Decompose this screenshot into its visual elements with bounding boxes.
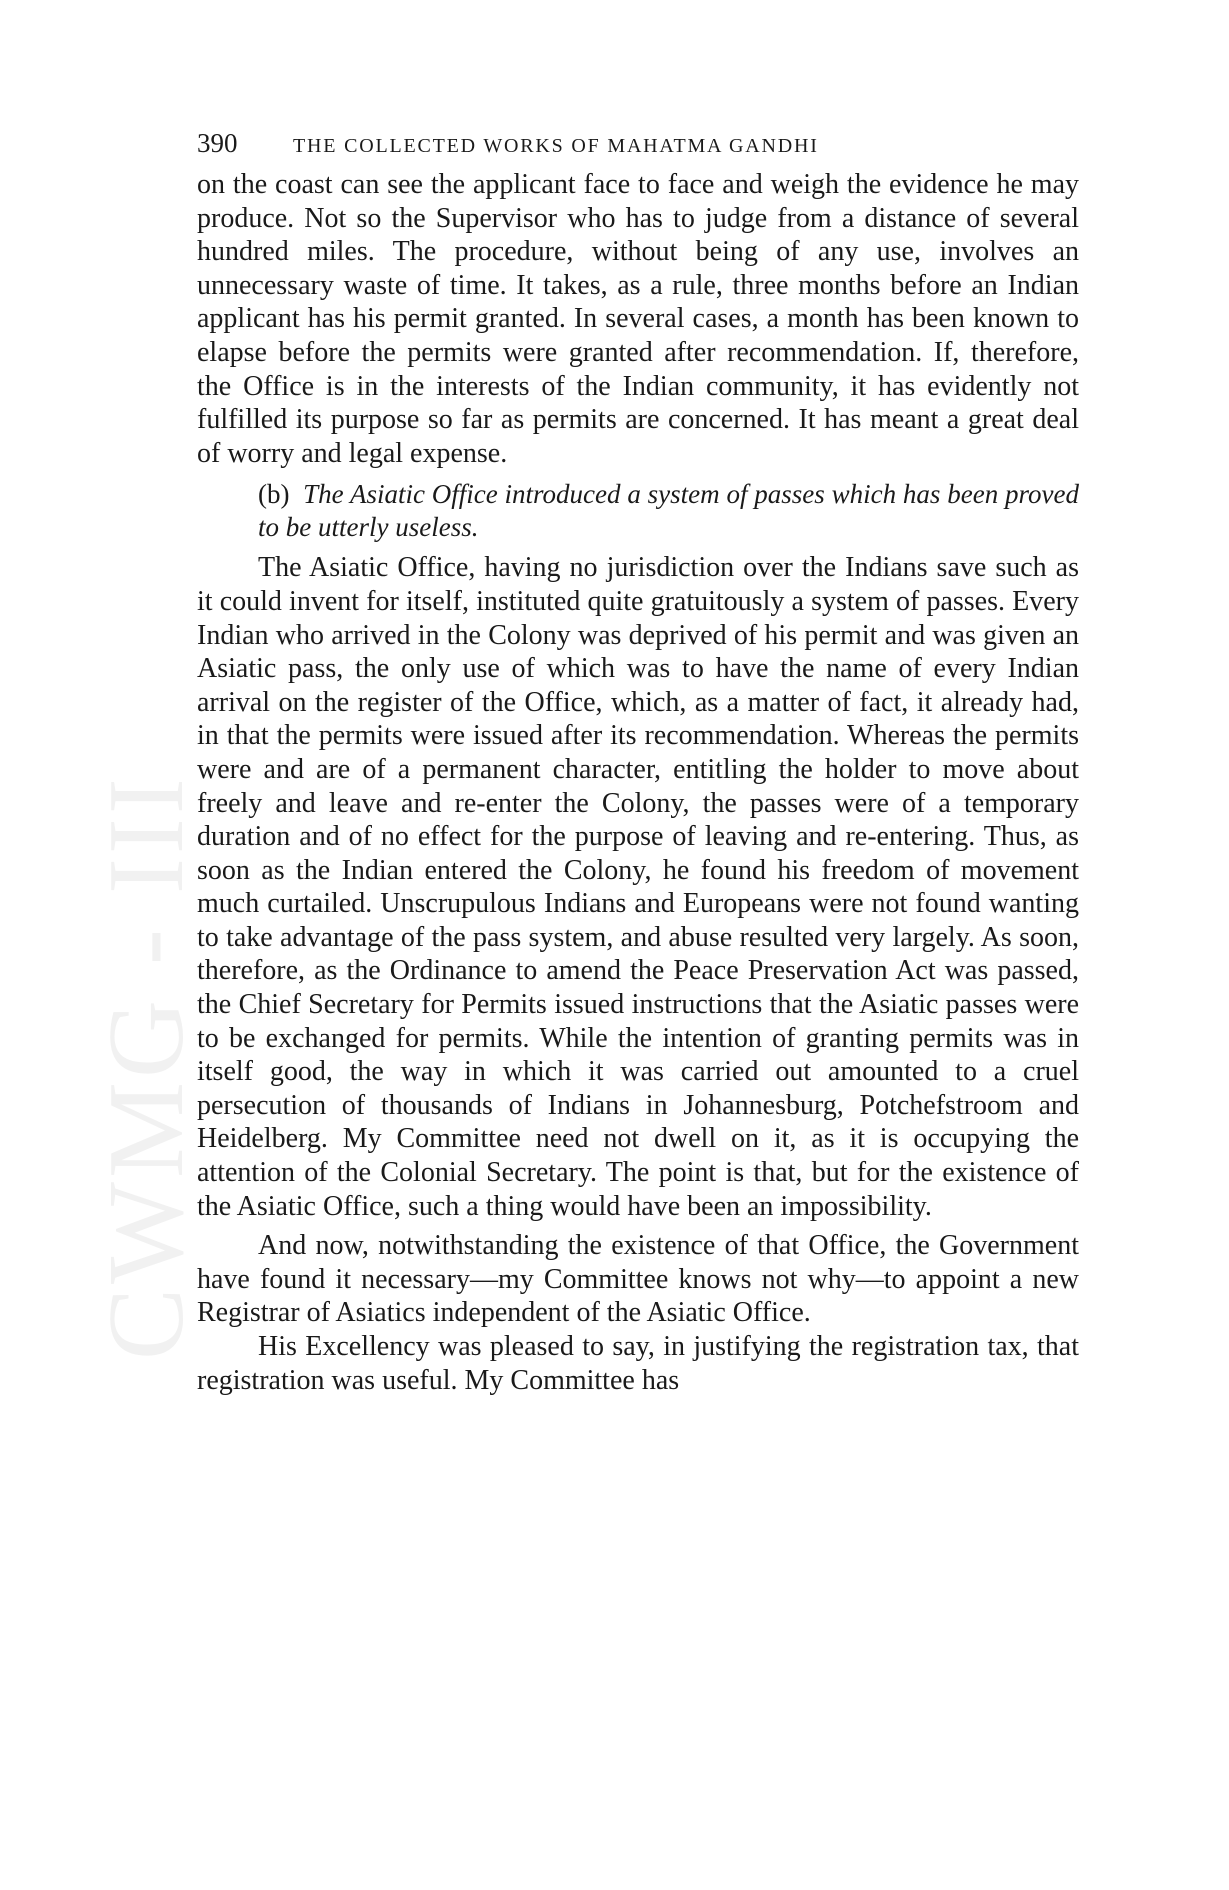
page-number: 390 <box>197 128 238 158</box>
book-title: THE COLLECTED WORKS OF MAHATMA GANDHI <box>293 135 819 157</box>
book-page <box>197 128 1079 1397</box>
watermark-text: CWMG - III <box>87 774 206 1360</box>
paragraph-registrar: And now, notwithstanding the existence of that Office, the Government have found it necessary—my Committee knows not why—to appoint a new Registrar of Asiatics independent of the Asiatic Office. <box>197 1230 1079 1329</box>
running-head <box>197 128 1079 164</box>
paragraph-registration-tax: His Excellency was pleased to say, in justifying the registration tax, that registration was useful. My Committee has <box>197 1331 1079 1396</box>
paragraph-asiatic-passes: The Asiatic Office, having no jurisdiction over the Indians save such as it could invent for itself, instituted quite gratuitously a system of passes. Every Indian who arrived in the Colony was deprived of his permit and was given an Asiatic pass, the only use of which was to have the name of every Indian arrival on the register of the Office, which, as a matter of fact, it already had, in that the permits were issued after its recommendation. Whereas the permits were and are of a permanent character, entitling the holder to move about freely and leave and re-enter the Colony, the passes were of a temporary duration and of no effect for the purpose of leaving and re-entering. Thus, as soon as the Indian entered the Colony, he found his freedom of movement much curtailed. Unscrupulous Indians and Europeans were not found wanting to take advantage of the pass system, and abuse resulted very largely. As soon, therefore, as the Ordinance to amend the Peace Preservation Act was passed, the Chief Secretary for Permits issued instructions that the Asiatic passes were to be exchanged for permits. While the intention of granting permits was in itself good, the way in which it was carried out amounted to a cruel persecution of thousands of Indians in Johannesburg, Potchefstroom and Heidelberg. My Committee need not dwell on it, as it is occupying the attention of the Colonial Secretary. The point is that, but for the existence of the Asiatic Office, such a thing would have been an impossibility. <box>197 552 1079 1222</box>
paragraph-continued: on the coast can see the applicant face to face and weigh the evidence he may produce. Not so the Supervisor who has to judge from a distance of several hundred miles. The procedure, without being of any use, involves an unnecessary waste of time. It takes, as a rule, three months before an Indian applicant has his permit granted. In several cases, a month has been known to elapse before the permits were granted after recommendation. If, therefore, the Office is in the interests of the Indian community, it has evidently not fulfilled its purpose so far as permits are concerned. It has meant a great deal of worry and legal expense. <box>197 169 1079 469</box>
heading-text: The Asiatic Office introduced a system of passes which has been proved to be utterly useless. <box>258 479 1079 542</box>
heading-label: (b) <box>258 479 290 510</box>
cwmg-watermark <box>87 560 206 1360</box>
section-heading-b <box>258 478 1079 543</box>
